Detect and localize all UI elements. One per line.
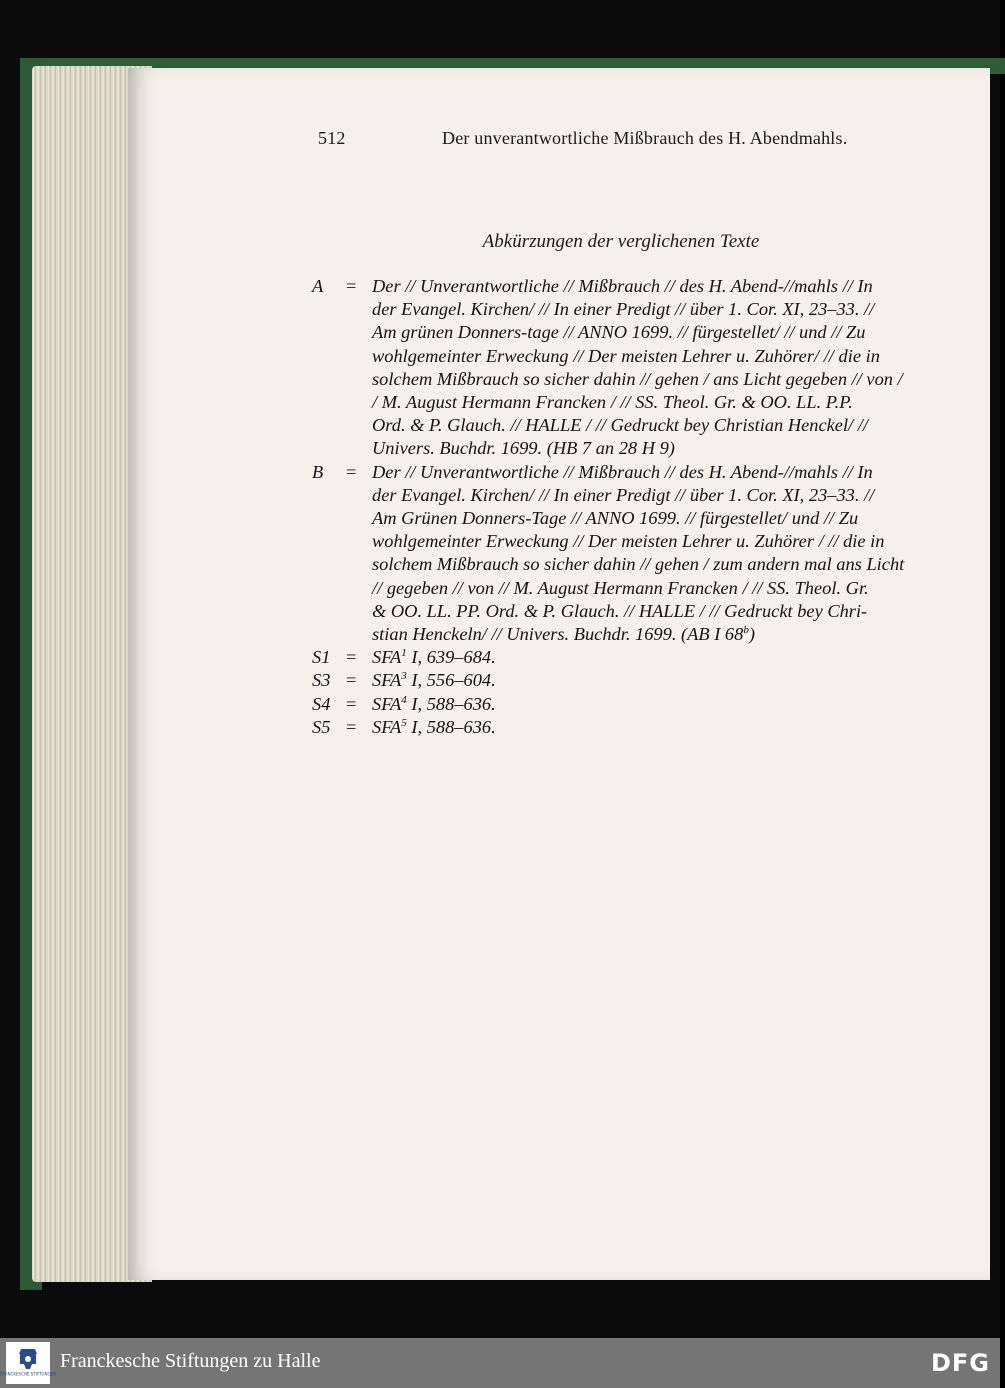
entry-sigil: S3 [312,670,331,691]
entry-line: wohlgemeinter Erweckung // Der meisten Lehrer u. Zuhörer / // die in [372,531,885,552]
entry-sigil: S4 [312,693,331,714]
entry-equals: = [346,276,357,296]
entry-s1 [312,646,926,669]
entry-sigil: S1 [312,647,331,668]
entry-description [372,275,926,461]
dfg-logo[interactable]: DFG [930,1349,990,1377]
entry-line: Univers. Buchdr. 1699. (HB 7 an 28 H 9) [372,438,675,459]
entry-sigil: B [312,461,324,482]
edition-base: SFA [372,670,402,691]
closing-paren: ) [748,624,755,645]
entry-description [372,461,926,647]
section-heading: Abkürzungen der verglichenen Texte [482,231,760,252]
abbreviation-list [312,275,926,739]
entry-s4 [312,693,926,716]
entry-a [312,275,926,461]
edition-number: 3 [401,670,407,683]
entry-description [372,693,926,716]
entry-line-text: stian Henckeln/ // Univers. Buchdr. 1699. (AB I 68 [372,624,744,645]
edition-pages: I, 556–604. [406,670,496,691]
entry-line: Am grünen Donners-tage // ANNO 1699. // fürgestellet/ // und // Zu [372,322,866,343]
entry-equals: = [346,461,357,482]
entry-line: / M. August Hermann Francken / // SS. Theol. Gr. & OO. LL. P.P. [372,392,853,413]
edition-base: SFA [372,693,402,714]
edition-pages: I, 588–636. [406,716,496,737]
edition-number: 1 [401,647,407,660]
entry-line: & OO. LL. PP. Ord. & P. Glauch. // HALLE / // Gedruckt bey Chri- [372,600,868,621]
entry-line: der Evangel. Kirchen/ // In einer Predigt // über 1. Cor. XI, 23–33. // [372,484,875,505]
entry-b [312,461,926,647]
institution-name[interactable]: Franckesche Stiftungen zu Halle [60,1350,321,1372]
entry-equals: = [346,670,357,691]
edition-pages: I, 639–684. [406,647,496,668]
entry-sigil: S5 [312,716,331,737]
edition-number: 5 [401,716,407,729]
entry-equals: = [346,716,357,737]
entry-line: solchem Mißbrauch so sicher dahin // gehen / zum andern mal ans Licht [372,554,905,575]
logo-wordmark: FRANCKESCHE STIFTUNGEN [0,1371,57,1377]
entry-line: Am Grünen Donners-Tage // ANNO 1699. // fürgestellet/ und // Zu [372,508,859,529]
entry-description [372,716,926,739]
entry-line [372,623,926,646]
entry-line: der Evangel. Kirchen/ // In einer Predigt // über 1. Cor. XI, 23–33. // [372,299,875,320]
entry-line: // gegeben // von // M. August Hermann Francken / // SS. Theol. Gr. [372,577,869,598]
entry-line: solchem Mißbrauch so sicher dahin // gehen / ans Licht gegeben // von / [372,368,903,389]
entry-description [372,669,926,692]
edition-base: SFA [372,647,402,668]
entry-line: Ord. & P. Glauch. // HALLE / // Gedruckt bey Christian Henckel/ // [372,415,868,436]
superscript: b [743,623,749,636]
edition-number: 4 [401,693,407,706]
running-title: Der unverantwortliche Mißbrauch des H. Abendmahls. [442,128,848,148]
entry-equals: = [346,693,357,714]
entry-description [372,646,926,669]
entry-line: Der // Unverantwortliche // Mißbrauch // des H. Abend-//mahls // In [372,276,873,296]
entry-s3 [312,669,926,692]
viewer-footer-bar [0,1338,1000,1388]
entry-s5 [312,716,926,739]
entry-equals: = [346,647,357,668]
entry-line: Der // Unverantwortliche // Mißbrauch // des H. Abend-//mahls // In [372,461,873,482]
edition-pages: I, 588–636. [406,693,496,714]
entry-line: wohlgemeinter Erweckung // Der meisten Lehrer u. Zuhörer/ // die in [372,345,880,366]
edition-base: SFA [372,716,402,737]
page-number: 512 [318,128,346,148]
franckesche-stiftungen-logo[interactable] [0,1342,57,1384]
entry-sigil: A [312,276,324,296]
